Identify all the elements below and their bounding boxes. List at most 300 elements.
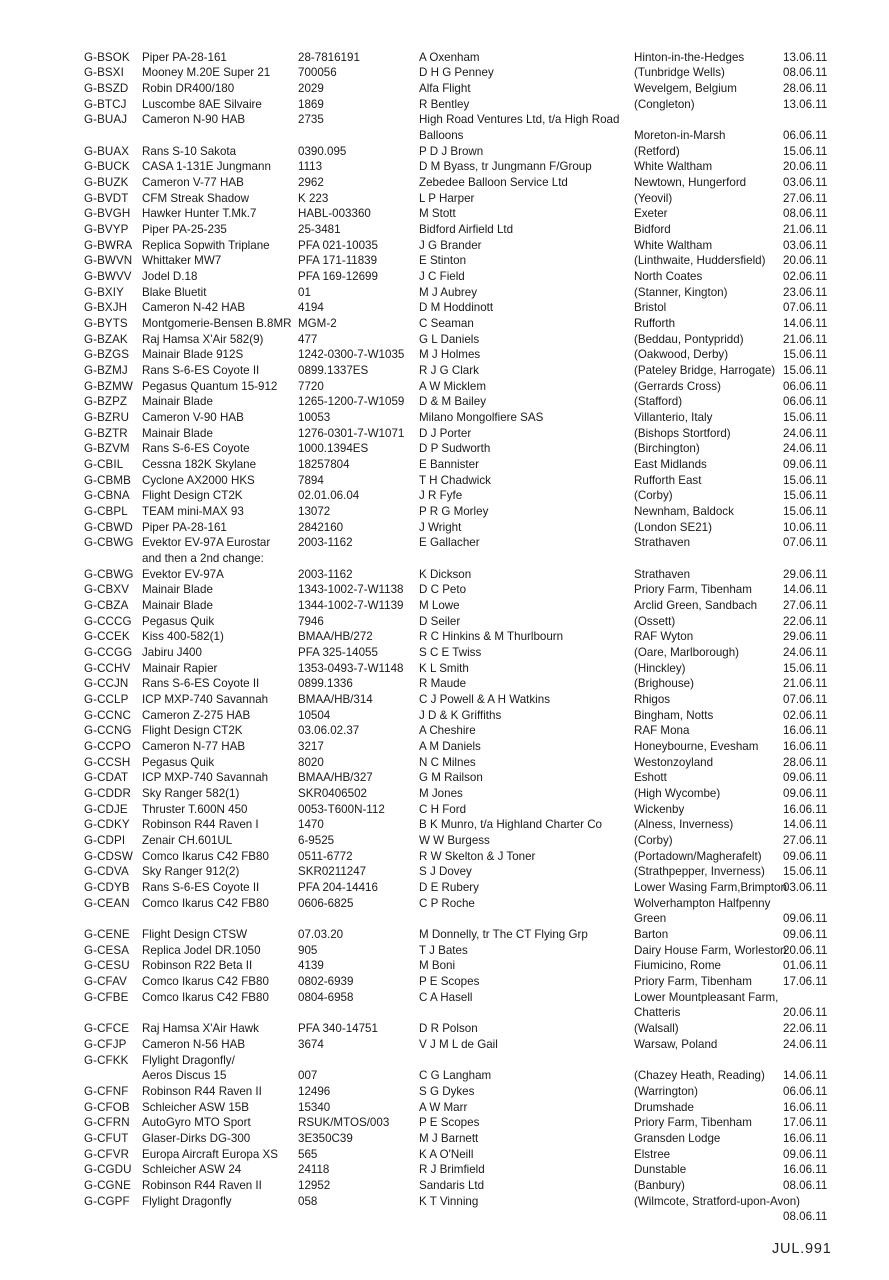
aircraft-type-cell: Cameron N-42 HAB: [142, 301, 246, 315]
aircraft-type-cell: Sky Ranger 582(1): [142, 787, 240, 801]
registration-cell: G-CGDU: [84, 1163, 132, 1177]
table-row: [0, 65, 889, 81]
owner-cell: T H Chadwick: [419, 473, 491, 487]
owner-cell: K T Vinning: [419, 1194, 479, 1208]
owner-cell: K Dickson: [419, 567, 472, 581]
registration-cell: G-CFVR: [84, 1147, 130, 1161]
owner-cell: D J Porter: [419, 426, 472, 440]
registration-cell: G-CEAN: [84, 896, 130, 910]
table-row: [0, 786, 889, 802]
aircraft-type-cell: Cameron N-56 HAB: [142, 1037, 246, 1051]
registration-cell: G-CDYB: [84, 881, 130, 895]
constructor-number-cell: SKR0406502: [298, 787, 367, 801]
location-cell: Elstree: [634, 1147, 671, 1161]
owner-cell: S C E Twiss: [419, 646, 482, 660]
constructor-number-cell: 2003-1162: [298, 536, 353, 550]
location-cell: Priory Farm, Tibenham: [634, 1116, 752, 1130]
date-cell: 15.06.11: [783, 504, 828, 518]
date-cell: 24.06.11: [783, 1037, 828, 1051]
aircraft-type-cell: ICP MXP-740 Savannah: [142, 693, 269, 707]
aircraft-type-cell: Robinson R44 Raven I: [142, 818, 259, 832]
table-row: [0, 363, 889, 379]
constructor-number-cell: 1344-1002-7-W1139: [298, 599, 404, 613]
location-cell: (Linthwaite, Huddersfield): [634, 254, 766, 268]
constructor-number-cell: 905: [298, 943, 318, 957]
aircraft-type-cell: Hawker Hunter T.Mk.7: [142, 207, 257, 221]
constructor-number-cell: RSUK/MTOS/003: [298, 1116, 390, 1130]
aircraft-type-cell: Thruster T.600N 450: [142, 802, 248, 816]
aircraft-type-cell: Blake Bluetit: [142, 285, 207, 299]
date-cell: 16.06.11: [783, 740, 828, 754]
constructor-number-cell: 15340: [298, 1100, 331, 1114]
table-row: [0, 81, 889, 97]
constructor-number-cell: 0606-6825: [298, 896, 354, 910]
location-cell: (Stanner, Kington): [634, 285, 728, 299]
registration-cell: G-CFCE: [84, 1022, 130, 1036]
registration-cell: G-BZVM: [84, 442, 130, 456]
location-cell: Priory Farm, Tibenham: [634, 975, 752, 989]
aircraft-type-cell: Mooney M.20E Super 21: [142, 66, 271, 80]
registration-cell: G-BXJH: [84, 301, 128, 315]
aircraft-type-cell: AutoGyro MTO Sport: [142, 1116, 251, 1130]
table-row: [0, 551, 889, 567]
date-cell: 08.06.11: [783, 207, 828, 221]
registration-cell: G-CCEK: [84, 630, 130, 644]
table-row: [0, 394, 889, 410]
constructor-number-cell: 1242-0300-7-W1035: [298, 348, 405, 362]
constructor-number-cell: K 223: [298, 191, 329, 205]
registration-cell: G-BTCJ: [84, 97, 127, 111]
table-row: [0, 504, 889, 520]
registration-cell: G-CBPL: [84, 504, 128, 518]
registration-cell: G-CFKK: [84, 1053, 129, 1067]
table-row: [0, 238, 889, 254]
date-cell: 06.06.11: [783, 395, 828, 409]
constructor-number-cell: 7946: [298, 614, 324, 628]
location-cell: (Yeovil): [634, 191, 673, 205]
location-cell: (Corby): [634, 834, 673, 848]
table-row: [0, 269, 889, 285]
location-cell: East Midlands: [634, 457, 707, 471]
aircraft-type-cell: Piper PA-28-161: [142, 520, 227, 534]
aircraft-type-cell: Mainair Blade: [142, 395, 213, 409]
constructor-number-cell: SKR0211247: [298, 865, 367, 879]
location-cell: Eshott: [634, 771, 667, 785]
owner-cell: D R Polson: [419, 1022, 478, 1036]
owner-cell: P R G Morley: [419, 504, 489, 518]
date-cell: 15.06.11: [783, 144, 828, 158]
registration-cell: G-CCPO: [84, 740, 131, 754]
table-row: [0, 958, 889, 974]
table-row: [0, 488, 889, 504]
date-cell: 03.06.11: [783, 175, 828, 189]
aircraft-type-cell: Mainair Blade: [142, 426, 213, 440]
owner-cell: D E Rubery: [419, 881, 479, 895]
date-cell: 13.06.11: [783, 97, 828, 111]
owner-cell: D Seiler: [419, 614, 461, 628]
registration-cell: G-CDSW: [84, 849, 133, 863]
registration-cell: G-BSXI: [84, 66, 124, 80]
aircraft-type-cell: Luscombe 8AE Silvaire: [142, 97, 262, 111]
owner-cell: J C Field: [419, 269, 465, 283]
aircraft-type-cell: Flight Design CTSW: [142, 928, 248, 942]
table-row: [0, 520, 889, 536]
location-cell: Villanterio, Italy: [634, 410, 713, 424]
owner-cell: Balloons: [419, 128, 464, 142]
registration-cell: G-CESU: [84, 959, 130, 973]
date-cell: 02.06.11: [783, 708, 828, 722]
aircraft-type-cell: Robin DR400/180: [142, 81, 235, 95]
date-cell: 29.06.11: [783, 567, 828, 581]
table-row: [0, 410, 889, 426]
registration-cell: G-CDKY: [84, 818, 130, 832]
table-row: [0, 582, 889, 598]
location-cell: Green: [634, 912, 667, 926]
registration-cell: G-CCJN: [84, 677, 129, 691]
date-cell: 08.06.11: [783, 1178, 828, 1192]
table-row: [0, 739, 889, 755]
constructor-number-cell: BMAA/HB/272: [298, 630, 373, 644]
table-row: [0, 676, 889, 692]
date-cell: 10.06.11: [783, 520, 828, 534]
constructor-number-cell: 18257804: [298, 457, 350, 471]
table-row: [0, 426, 889, 442]
owner-cell: K A O'Neill: [419, 1147, 474, 1161]
table-row: [0, 1068, 889, 1084]
location-cell: Strathaven: [634, 536, 691, 550]
constructor-number-cell: 02.01.06.04: [298, 489, 360, 503]
constructor-number-cell: 13072: [298, 504, 331, 518]
owner-cell: A M Daniels: [419, 740, 481, 754]
registration-cell: G-CBXV: [84, 583, 130, 597]
owner-cell: R Maude: [419, 677, 467, 691]
registration-cell: G-BUAX: [84, 144, 130, 158]
owner-cell: A Oxenham: [419, 50, 480, 64]
table-row: [0, 1053, 889, 1069]
registration-cell: G-CFUT: [84, 1131, 129, 1145]
table-row: [0, 1021, 889, 1037]
table-row: [0, 708, 889, 724]
table-row: [0, 191, 889, 207]
table-row: [0, 159, 889, 175]
owner-cell: P E Scopes: [419, 975, 480, 989]
aircraft-type-cell: and then a 2nd change:: [142, 552, 264, 565]
table-row: [0, 535, 889, 551]
location-cell: (Stafford): [634, 395, 683, 409]
owner-cell: T J Bates: [419, 943, 468, 957]
location-cell: Honeybourne, Evesham: [634, 740, 759, 754]
aircraft-type-cell: Zenair CH.601UL: [142, 834, 233, 848]
owner-cell: K L Smith: [419, 661, 469, 675]
constructor-number-cell: HABL-003360: [298, 207, 371, 221]
page-footer-reference: JUL.991: [772, 1241, 832, 1257]
aircraft-type-cell: Flight Design CT2K: [142, 489, 243, 503]
owner-cell: M J Holmes: [419, 348, 481, 362]
table-row: [0, 1162, 889, 1178]
table-row: [0, 253, 889, 269]
owner-cell: J Wright: [419, 520, 462, 534]
aircraft-type-cell: Flylight Dragonfly: [142, 1194, 232, 1208]
constructor-number-cell: 058: [298, 1194, 318, 1208]
table-row: [0, 175, 889, 191]
aircraft-type-cell: Rans S-10 Sakota: [142, 144, 237, 158]
table-row: [0, 990, 889, 1006]
constructor-number-cell: PFA 171-11839: [298, 254, 378, 268]
date-cell: 16.06.11: [783, 1131, 828, 1145]
date-cell: 14.06.11: [783, 818, 828, 832]
owner-cell: C P Roche: [419, 896, 475, 910]
date-cell: 09.06.11: [783, 787, 828, 801]
registration-cell: G-BVYP: [84, 222, 129, 236]
owner-cell: M Lowe: [419, 599, 460, 613]
location-cell: (Congleton): [634, 97, 695, 111]
date-cell: 14.06.11: [783, 583, 828, 597]
registration-cell: G-CCGG: [84, 646, 133, 660]
registration-cell: G-CBWD: [84, 520, 133, 534]
aircraft-type-cell: Europa Aircraft Europa XS: [142, 1147, 278, 1161]
date-cell: 27.06.11: [783, 834, 828, 848]
table-row: [0, 1100, 889, 1116]
date-cell: 15.06.11: [783, 865, 828, 879]
owner-cell: J D & K Griffiths: [419, 708, 502, 722]
date-cell: 15.06.11: [783, 410, 828, 424]
registration-cell: G-BXIY: [84, 285, 124, 299]
registration-cell: G-CFRN: [84, 1116, 130, 1130]
date-cell: 21.06.11: [783, 332, 828, 346]
owner-cell: C G Langham: [419, 1069, 492, 1083]
owner-cell: G M Railson: [419, 771, 483, 785]
registration-cell: G-CCSH: [84, 755, 131, 769]
table-row: [0, 285, 889, 301]
constructor-number-cell: 0804-6958: [298, 990, 354, 1004]
constructor-number-cell: 0899.1337ES: [298, 363, 369, 377]
location-cell: (Oakwood, Derby): [634, 348, 729, 362]
aircraft-type-cell: Kiss 400-582(1): [142, 630, 224, 644]
table-row: [0, 1037, 889, 1053]
location-cell: (Brighouse): [634, 677, 694, 691]
date-cell: 28.06.11: [783, 755, 828, 769]
registration-cell: G-CGNE: [84, 1178, 131, 1192]
date-cell: 22.06.11: [783, 614, 828, 628]
table-row: [0, 911, 889, 927]
constructor-number-cell: 28-7816191: [298, 50, 360, 64]
owner-cell: N C Milnes: [419, 755, 476, 769]
location-cell: Hinton-in-the-Hedges: [634, 50, 745, 64]
owner-cell: J G Brander: [419, 238, 482, 252]
constructor-number-cell: 7894: [298, 473, 324, 487]
owner-cell: High Road Ventures Ltd, t/a High Road: [419, 113, 620, 127]
table-row: [0, 1178, 889, 1194]
register-listing: [0, 50, 889, 1225]
location-cell: Dunstable: [634, 1163, 687, 1177]
aircraft-type-cell: Cameron V-77 HAB: [142, 175, 244, 189]
registration-cell: G-BVGH: [84, 207, 131, 221]
aircraft-type-cell: Piper PA-25-235: [142, 222, 227, 236]
aircraft-type-cell: Sky Ranger 912(2): [142, 865, 240, 879]
owner-cell: E Gallacher: [419, 536, 480, 550]
table-row: [0, 1005, 889, 1021]
table-row: [0, 1131, 889, 1147]
constructor-number-cell: 07.03.20: [298, 928, 344, 942]
aircraft-type-cell: Replica Jodel DR.1050: [142, 943, 261, 957]
table-row: [0, 1147, 889, 1163]
constructor-number-cell: 01: [298, 285, 311, 299]
location-cell: (Warrington): [634, 1084, 698, 1098]
location-cell: RAF Wyton: [634, 630, 694, 644]
location-cell: Dairy House Farm, Worleston: [634, 943, 787, 957]
table-row: [0, 97, 889, 113]
date-cell: 15.06.11: [783, 473, 828, 487]
table-row: [0, 316, 889, 332]
owner-cell: G L Daniels: [419, 332, 480, 346]
location-cell: (Tunbridge Wells): [634, 66, 725, 80]
table-row: [0, 817, 889, 833]
date-cell: 03.06.11: [783, 881, 828, 895]
registration-cell: G-BZTR: [84, 426, 128, 440]
owner-cell: C A Hasell: [419, 990, 473, 1004]
constructor-number-cell: 700056: [298, 66, 337, 80]
location-cell: Barton: [634, 928, 669, 942]
registration-cell: G-BSZD: [84, 81, 129, 95]
location-cell: Strathaven: [634, 567, 691, 581]
date-cell: 15.06.11: [783, 661, 828, 675]
table-row: [0, 206, 889, 222]
location-cell: (Pateley Bridge, Harrogate): [634, 363, 776, 377]
table-row: [0, 457, 889, 473]
location-cell: Newtown, Hungerford: [634, 175, 747, 189]
owner-cell: C J Powell & A H Watkins: [419, 693, 551, 707]
location-cell: RAF Mona: [634, 724, 690, 738]
constructor-number-cell: 4139: [298, 959, 324, 973]
owner-cell: B K Munro, t/a Highland Charter Co: [419, 818, 603, 832]
location-cell: Exeter: [634, 207, 668, 221]
constructor-number-cell: 1353-0493-7-W1148: [298, 661, 404, 675]
constructor-number-cell: PFA 325-14055: [298, 646, 378, 660]
registration-cell: G-CBWG: [84, 567, 134, 581]
aircraft-type-cell: Evektor EV-97A: [142, 567, 224, 581]
registration-cell: G-BUCK: [84, 160, 130, 174]
table-row: [0, 300, 889, 316]
location-cell: Priory Farm, Tibenham: [634, 583, 752, 597]
owner-cell: M Donnelly, tr The CT Flying Grp: [419, 928, 588, 942]
constructor-number-cell: 007: [298, 1069, 318, 1083]
location-cell: (Strathpepper, Inverness): [634, 865, 765, 879]
constructor-number-cell: 477: [298, 332, 318, 346]
constructor-number-cell: 3674: [298, 1037, 324, 1051]
owner-cell: L P Harper: [419, 191, 475, 205]
aircraft-type-cell: Robinson R44 Raven II: [142, 1084, 262, 1098]
aircraft-type-cell: Schleicher ASW 15B: [142, 1100, 249, 1114]
date-cell: 24.06.11: [783, 442, 828, 456]
table-row: [0, 692, 889, 708]
constructor-number-cell: 03.06.02.37: [298, 724, 360, 738]
constructor-number-cell: 10053: [298, 410, 331, 424]
owner-cell: S J Dovey: [419, 865, 472, 879]
owner-cell: P D J Brown: [419, 144, 484, 158]
date-cell: 07.06.11: [783, 693, 828, 707]
constructor-number-cell: 24118: [298, 1163, 330, 1177]
aircraft-type-cell: Glaser-Dirks DG-300: [142, 1131, 251, 1145]
location-cell: (Alness, Inverness): [634, 818, 734, 832]
aircraft-type-cell: Aeros Discus 15: [142, 1069, 227, 1083]
table-row: [0, 755, 889, 771]
constructor-number-cell: 4194: [298, 301, 324, 315]
constructor-number-cell: 1343-1002-7-W1138: [298, 583, 404, 597]
date-cell: 08.06.11: [783, 66, 828, 80]
constructor-number-cell: 0899.1336: [298, 677, 353, 691]
date-cell: 16.06.11: [783, 724, 828, 738]
constructor-number-cell: 3217: [298, 740, 324, 754]
aircraft-type-cell: Mainair Blade: [142, 583, 213, 597]
date-cell: 13.06.11: [783, 50, 828, 64]
table-row: [0, 112, 889, 128]
registration-cell: G-CDJE: [84, 802, 128, 816]
registration-cell: G-CFJP: [84, 1037, 127, 1051]
date-cell: 14.06.11: [783, 1069, 828, 1083]
location-cell: (Bishops Stortford): [634, 426, 731, 440]
constructor-number-cell: BMAA/HB/314: [298, 693, 373, 707]
constructor-number-cell: 2735: [298, 113, 324, 127]
aircraft-type-cell: Robinson R22 Beta II: [142, 959, 253, 973]
registration-cell: G-BZGS: [84, 348, 130, 362]
owner-cell: P E Scopes: [419, 1116, 480, 1130]
aircraft-type-cell: Robinson R44 Raven II: [142, 1178, 262, 1192]
location-cell: Lower Wasing Farm,Brimpton: [634, 881, 787, 895]
table-row: [0, 598, 889, 614]
table-row: [0, 347, 889, 363]
location-cell: Wevelgem, Belgium: [634, 81, 737, 95]
registration-cell: G-CCCG: [84, 614, 132, 628]
aircraft-type-cell: Rans S-6-ES Coyote: [142, 442, 250, 456]
location-cell: Rufforth: [634, 316, 676, 330]
location-cell: (Gerrards Cross): [634, 379, 721, 393]
date-cell: 09.06.11: [783, 457, 828, 471]
date-cell: 16.06.11: [783, 802, 828, 816]
location-cell: (London SE21): [634, 520, 712, 534]
aircraft-type-cell: Comco Ikarus C42 FB80: [142, 975, 269, 989]
date-cell: 16.06.11: [783, 1100, 828, 1114]
table-row: [0, 441, 889, 457]
aircraft-type-cell: Cameron Z-275 HAB: [142, 708, 251, 722]
aircraft-type-cell: Rans S-6-ES Coyote II: [142, 881, 260, 895]
table-row: [0, 128, 889, 144]
date-cell: 06.06.11: [783, 128, 828, 142]
date-cell: 27.06.11: [783, 599, 828, 613]
date-cell: 09.06.11: [783, 849, 828, 863]
registration-cell: G-CDPI: [84, 834, 126, 848]
owner-cell: Bidford Airfield Ltd: [419, 222, 514, 236]
location-cell: (High Wycombe): [634, 787, 721, 801]
registration-cell: G-CCHV: [84, 661, 131, 675]
aircraft-type-cell: Mainair Blade: [142, 599, 213, 613]
aircraft-type-cell: Comco Ikarus C42 FB80: [142, 849, 269, 863]
registration-cell: G-CBZA: [84, 599, 129, 613]
constructor-number-cell: PFA 169-12699: [298, 269, 378, 283]
constructor-number-cell: 0511-6772: [298, 849, 353, 863]
constructor-number-cell: 1869: [298, 97, 324, 111]
date-cell: 17.06.11: [783, 1116, 828, 1130]
aircraft-type-cell: Jodel D.18: [142, 269, 198, 283]
location-cell: Moreton-in-Marsh: [634, 128, 726, 142]
location-cell: Fiumicino, Rome: [634, 959, 721, 973]
constructor-number-cell: 12496: [298, 1084, 331, 1098]
registration-cell: G-BSOK: [84, 50, 130, 64]
aircraft-type-cell: Raj Hamsa X'Air Hawk: [142, 1022, 259, 1036]
location-cell: (Birchington): [634, 442, 700, 456]
date-cell: 14.06.11: [783, 316, 828, 330]
table-row: [0, 1115, 889, 1131]
registration-cell: G-CFAV: [84, 975, 127, 989]
